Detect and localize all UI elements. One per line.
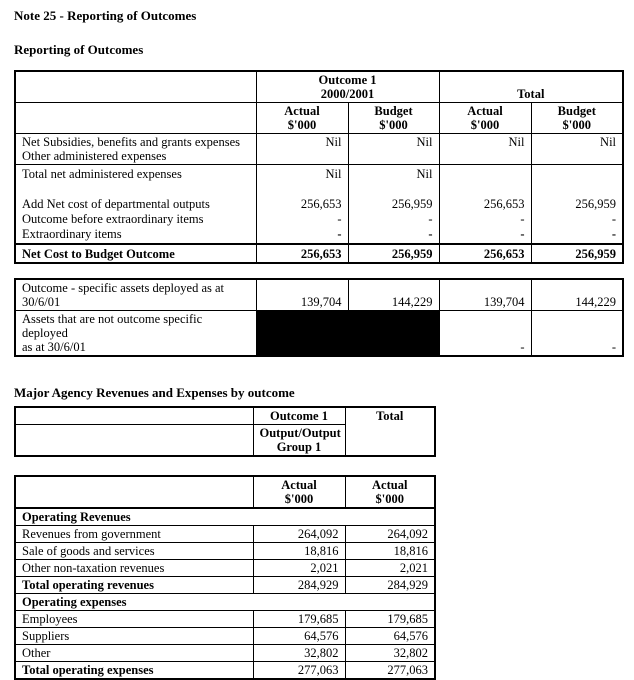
detail-value-line: - (611, 227, 617, 241)
detail-value-line: - (337, 212, 342, 226)
unit-label: $'000 (470, 118, 500, 132)
value-cell: 264,092 (345, 526, 435, 543)
row-label-cell: Sale of goods and services (15, 543, 253, 560)
detail-value-line: 256,959 (575, 197, 617, 211)
total-budget-header (531, 103, 623, 134)
row-label-line: Outcome - specific assets deployed as at (22, 281, 225, 295)
value-cell: 32,802 (253, 645, 345, 662)
revenues-section-title: Major Agency Revenues and Expenses by outcome (14, 385, 295, 400)
detail-values-cell (256, 165, 348, 245)
outcome-col-header: Outcome 1 (253, 407, 345, 425)
table-row (15, 628, 435, 645)
section-header-cell: Operating expenses (15, 594, 435, 611)
empty-header-cell (15, 476, 253, 508)
row-label-cell: Total operating expenses (15, 662, 253, 680)
outcome-actual-header (256, 103, 348, 134)
value-cell: 64,576 (253, 628, 345, 645)
detail-value-line: 256,653 (483, 197, 525, 211)
row-label-line: 30/6/01 (22, 295, 61, 309)
detail-value-line: - (520, 227, 525, 241)
detail-value-line (538, 167, 617, 182)
value-cell: 277,063 (345, 662, 435, 680)
table-row (15, 611, 435, 628)
non-outcome-specific-assets-row (15, 311, 623, 357)
outcome-group-line1: Outcome 1 (318, 73, 377, 87)
detail-values-cell (531, 165, 623, 245)
actual-label: Actual (284, 104, 320, 118)
detail-values-cell (348, 165, 439, 245)
value-cell: 179,685 (253, 611, 345, 628)
detail-value-line (538, 182, 617, 197)
row-label-cell: Total operating revenues (15, 577, 253, 594)
value-cell: 18,816 (253, 543, 345, 560)
detail-label-line: Total net administered expenses (22, 167, 182, 181)
detail-value-line (446, 182, 525, 197)
revenues-header-row1 (15, 407, 435, 425)
output-group-header (253, 425, 345, 457)
value-cell: - (531, 311, 623, 357)
operating-expenses-section-row (15, 594, 435, 611)
actual-label: Actual (372, 478, 408, 492)
table-row (15, 645, 435, 662)
redacted-cell (256, 311, 439, 357)
actual-label: Actual (281, 478, 317, 492)
budget-label: Budget (557, 104, 596, 118)
unit-label: $'000 (284, 492, 314, 506)
value-cell: 256,959 (348, 244, 439, 263)
row-label-cell: Other (15, 645, 253, 662)
budget-label: Budget (374, 104, 413, 118)
row-label-cell (15, 311, 256, 357)
detail-value-line: - (611, 212, 617, 226)
row-label-cell (15, 279, 256, 311)
detail-value-line (355, 182, 433, 197)
total-actual-header (345, 476, 435, 508)
value-cell: 64,576 (345, 628, 435, 645)
detail-block-row (15, 165, 623, 245)
detail-labels-cell (15, 165, 256, 245)
detail-value-line: Nil (416, 167, 433, 181)
total-actual-header (439, 103, 531, 134)
outcome-group-line2: 2000/2001 (320, 87, 375, 101)
value-cell: 256,959 (531, 244, 623, 263)
empty-header-cell (15, 71, 256, 103)
output-group-line: Output/Output (259, 426, 341, 440)
note-title: Note 25 - Reporting of Outcomes (14, 8, 197, 23)
revenues-header-table (14, 406, 436, 457)
detail-value-line: - (337, 227, 342, 241)
value-cell: 284,929 (253, 577, 345, 594)
value-cell: 144,229 (531, 279, 623, 311)
empty-header-cell (15, 407, 253, 425)
detail-value-line (263, 182, 342, 197)
value-cell: 284,929 (345, 577, 435, 594)
reporting-subtitle: Reporting of Outcomes (14, 42, 144, 57)
unit-label: $'000 (287, 118, 317, 132)
detail-values-cell (439, 165, 531, 245)
actual-label: Actual (467, 104, 503, 118)
table-row (15, 543, 435, 560)
detail-label-line (22, 182, 250, 197)
outcome-budget-header (348, 103, 439, 134)
outcomes-table (14, 70, 624, 264)
section-header-cell: Operating Revenues (15, 508, 435, 526)
value-cell: 277,063 (253, 662, 345, 680)
detail-value-line: - (428, 212, 433, 226)
revenues-cols-row (15, 476, 435, 508)
value-cell: 144,229 (348, 279, 439, 311)
value-cell: 179,685 (345, 611, 435, 628)
empty-header-cell (15, 425, 253, 457)
value-cell: 256,653 (439, 244, 531, 263)
detail-label-line: Add Net cost of departmental outputs (22, 197, 210, 211)
outcomes-header-group-row (15, 71, 623, 103)
unit-label: $'000 (375, 492, 404, 506)
revenues-expenses-table (14, 475, 436, 680)
outcome-specific-assets-row (15, 279, 623, 311)
row-label-cell: Net Cost to Budget Outcome (15, 244, 256, 263)
row-label-line: Other administered expenses (22, 149, 167, 163)
value-cell: - (439, 311, 531, 357)
detail-value-line: - (520, 212, 525, 226)
row-label-line: as at 30/6/01 (22, 340, 86, 354)
row-label-cell: Employees (15, 611, 253, 628)
value-cell: 264,092 (253, 526, 345, 543)
value-cell: Nil (256, 134, 348, 165)
total-group-header: Total (439, 71, 623, 103)
value-cell: Nil (348, 134, 439, 165)
table-row (15, 560, 435, 577)
outcome-group-header (256, 71, 439, 103)
value-cell: 18,816 (345, 543, 435, 560)
detail-value-line: Nil (325, 167, 342, 181)
value-cell: Nil (531, 134, 623, 165)
empty-header-cell (15, 103, 256, 134)
detail-label-line: Extraordinary items (22, 227, 122, 241)
operating-revenues-section-row (15, 508, 435, 526)
total-operating-expenses-row (15, 662, 435, 680)
row-label-cell: Other non-taxation revenues (15, 560, 253, 577)
value-cell: 139,704 (256, 279, 348, 311)
value-cell: 256,653 (256, 244, 348, 263)
table-row (15, 526, 435, 543)
total-operating-revenues-row (15, 577, 435, 594)
assets-table (14, 278, 624, 357)
detail-value-line: 256,653 (300, 197, 342, 211)
row-label-line: Net Subsidies, benefits and grants expenses (22, 135, 241, 149)
total-col-header: Total (345, 407, 435, 456)
net-cost-row (15, 244, 623, 263)
outcome-actual-header (253, 476, 345, 508)
value-cell: 2,021 (345, 560, 435, 577)
outcomes-header-cols-row (15, 103, 623, 134)
unit-label: $'000 (562, 118, 592, 132)
row-label-line: Assets that are not outcome specific deployed (22, 312, 203, 340)
value-cell: 32,802 (345, 645, 435, 662)
unit-label: $'000 (379, 118, 408, 132)
output-group-line: Group 1 (276, 440, 322, 454)
detail-value-line: - (428, 227, 433, 241)
row-label-cell: Suppliers (15, 628, 253, 645)
row-label-cell (15, 134, 256, 165)
detail-label-line: Outcome before extraordinary items (22, 212, 204, 226)
row-label-cell: Revenues from government (15, 526, 253, 543)
value-cell: 139,704 (439, 279, 531, 311)
subsidies-row (15, 134, 623, 165)
value-cell: Nil (439, 134, 531, 165)
detail-value-line: 256,959 (391, 197, 433, 211)
value-cell: 2,021 (253, 560, 345, 577)
detail-value-line (446, 167, 525, 182)
